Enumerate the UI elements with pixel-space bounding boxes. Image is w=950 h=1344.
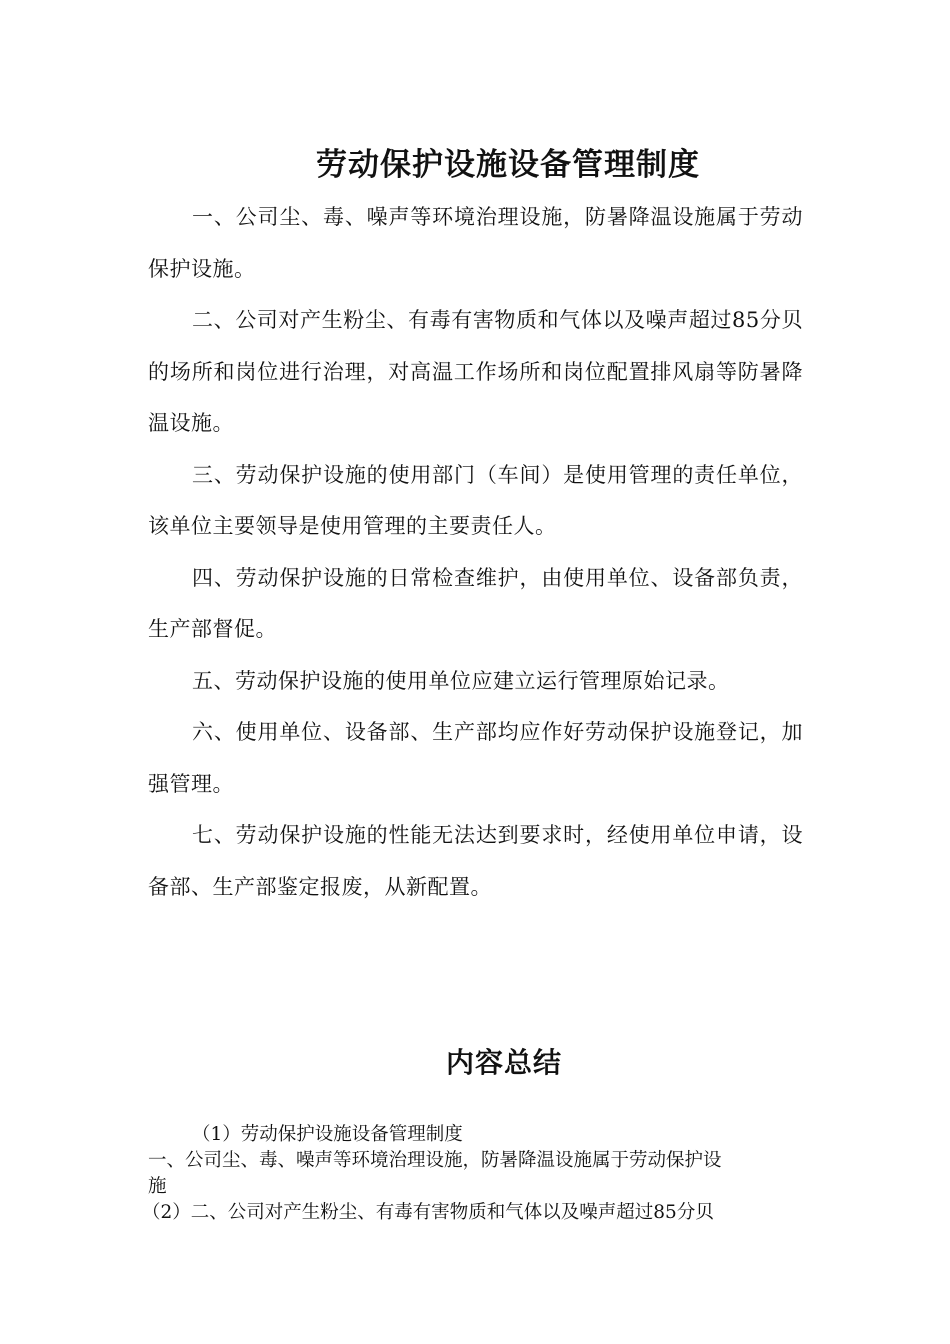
paragraph-6: 六、使用单位、设备部、生产部均应作好劳动保护设施登记，加强管理。 (148, 720, 803, 796)
paragraph-4: 四、劳动保护设施的日常检查维护，由使用单位、设备部负责，生产部督促。 (148, 565, 803, 641)
paragraph-1: 一、公司尘、毒、噪声等环境治理设施，防暑降温设施属于劳动保护设施。 (148, 205, 803, 281)
paragraph-5: 五、劳动保护设施的使用单位应建立运行管理原始记录。 (192, 668, 730, 693)
paragraph-2: 二、公司对产生粉尘、有毒有害物质和气体以及噪声超过85分贝的场所和岗位进行治理，对高温工作场所和岗位配置排风扇等防暑降温设施。 (148, 308, 803, 435)
paragraph-7: 七、劳动保护设施的性能无法达到要求时，经使用单位申请，设备部、生产部鉴定报废，从新配置。 (148, 823, 803, 899)
paragraph-3: 三、劳动保护设施的使用部门（车间）是使用管理的责任单位，该单位主要领导是使用管理的主要责任人。 (148, 462, 803, 538)
document-body (148, 192, 803, 913)
summary-line-3: 施 (148, 1176, 167, 1197)
summary-title: 内容总结 (445, 1046, 562, 1080)
summary-body (142, 1122, 798, 1226)
document-title: 劳动保护设施设备管理制度 (316, 146, 700, 183)
summary-line-2: 一、公司尘、毒、噪声等环境治理设施，防暑降温设施属于劳动保护设 (148, 1150, 722, 1171)
summary-line-1: （1）劳动保护设施设备管理制度 (192, 1124, 463, 1145)
summary-line-4: （2）二、公司对产生粉尘、有毒有害物质和气体以及噪声超过85分贝 (142, 1202, 714, 1223)
